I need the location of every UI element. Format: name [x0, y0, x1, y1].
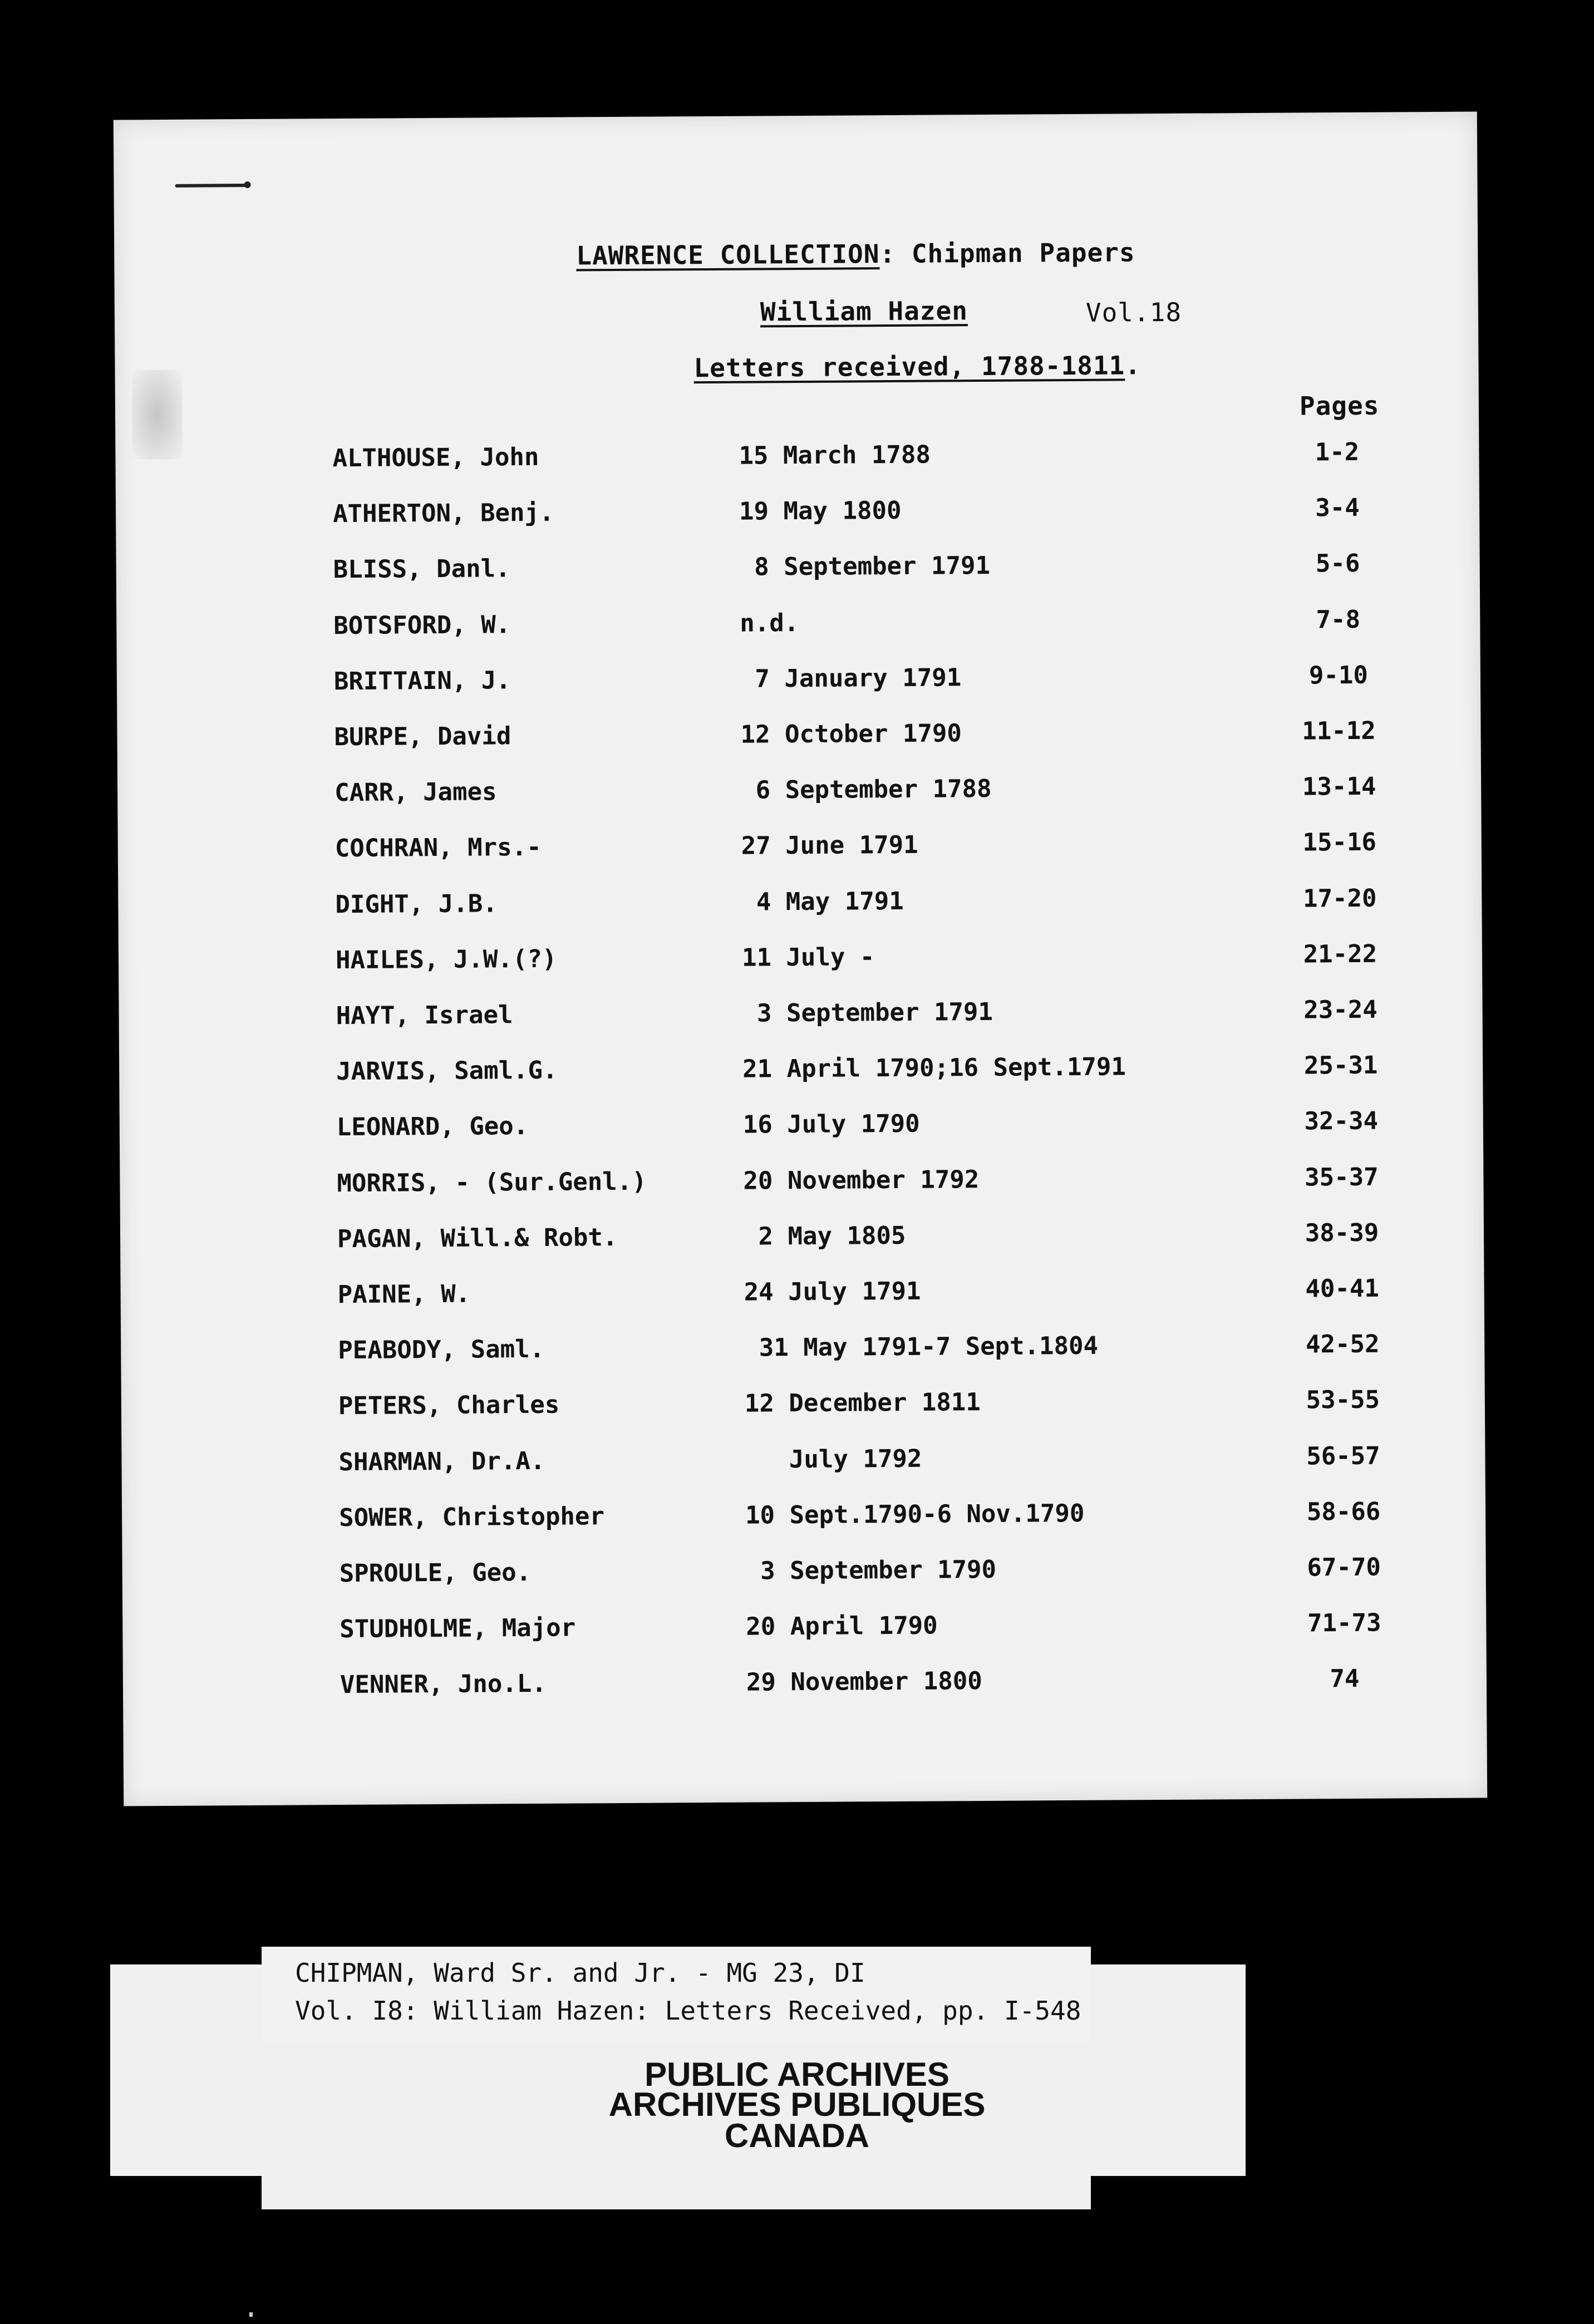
entry-pages: 25-31	[1303, 1051, 1378, 1080]
entry-row	[116, 493, 1479, 546]
entry-pages: 32-34	[1304, 1106, 1379, 1136]
entry-correspondent: BURPE, David	[334, 722, 511, 752]
entry-correspondent: SHARMAN, Dr.A.	[338, 1446, 545, 1477]
entry-pages: 21-22	[1303, 939, 1377, 969]
entry-correspondent: BOTSFORD, W.	[333, 610, 511, 641]
entry-date: 27 June 1791	[741, 830, 918, 860]
entry-row	[115, 437, 1479, 490]
entry-correspondent: SPROULE, Geo.	[339, 1558, 532, 1588]
entry-date: 20 November 1792	[743, 1165, 980, 1195]
entry-date: 20 April 1790	[746, 1611, 938, 1641]
entry-correspondent: PEABODY, Saml.	[338, 1335, 545, 1365]
collection-title-suffix: : Chipman Papers	[879, 237, 1135, 269]
entry-date: 31 May 1791-7 Sept.1804	[744, 1331, 1099, 1362]
entry-date: 3 September 1791	[742, 997, 993, 1028]
entry-correspondent: LEONARD, Geo.	[336, 1111, 529, 1142]
archive-stamp-card-bottom	[262, 2170, 1091, 2209]
entry-pages: 74	[1330, 1664, 1360, 1693]
entry-pages: 13-14	[1302, 772, 1376, 801]
entry-date: 11 July -	[741, 943, 875, 972]
entry-correspondent: ATHERTON, Benj.	[332, 498, 554, 529]
entry-date: July 1792	[745, 1444, 922, 1474]
entry-correspondent: PETERS, Charles	[338, 1390, 560, 1421]
entry-row	[117, 661, 1480, 713]
entry-row	[118, 828, 1482, 880]
entry-row	[118, 884, 1482, 937]
entry-date: 6 September 1788	[740, 774, 992, 805]
entry-correspondent: ALTHOUSE, John	[332, 442, 539, 473]
entry-pages: 53-55	[1306, 1385, 1380, 1415]
entry-pages: 5-6	[1315, 549, 1360, 578]
entry-correspondent: COCHRAN, Mrs.-	[334, 833, 542, 863]
entry-pages: 67-70	[1307, 1553, 1381, 1582]
entry-date: 12 October 1790	[740, 719, 962, 749]
entry-date: 8 September 1791	[739, 551, 991, 582]
archive-stamp-line-2: ARCHIVES PUBLIQUES	[608, 2086, 986, 2123]
entries-list	[114, 112, 1487, 1806]
entry-row	[119, 995, 1482, 1048]
entry-pages: 56-57	[1306, 1441, 1380, 1471]
pages-column-header: Pages	[1299, 390, 1380, 421]
entry-row	[120, 1218, 1484, 1271]
entry-row	[122, 1608, 1486, 1661]
entry-row	[121, 1385, 1485, 1438]
entry-row	[120, 1106, 1483, 1159]
entry-pages: 9-10	[1308, 661, 1369, 690]
entry-date: 16 July 1790	[742, 1109, 920, 1139]
archive-stamp-line-1: PUBLIC ARCHIVES	[645, 2056, 949, 2093]
entry-correspondent: CARR, James	[334, 777, 497, 808]
entry-pages: 3-4	[1315, 493, 1360, 523]
volume-number: Vol.18	[1085, 297, 1182, 328]
entry-correspondent: VENNER, Jno.L.	[340, 1669, 547, 1700]
entry-date: 3 September 1790	[745, 1555, 997, 1586]
entry-row	[121, 1441, 1485, 1494]
entry-row	[119, 939, 1482, 992]
entry-pages: 58-66	[1306, 1497, 1381, 1527]
entry-correspondent: PAGAN, Will.& Robt.	[337, 1223, 618, 1254]
entry-row	[120, 1163, 1483, 1215]
catalog-label-line-2: Vol. I8: William Hazen: Letters Received, pp. I-548	[295, 1996, 1081, 2026]
entry-pages: 15-16	[1302, 828, 1377, 857]
entry-row	[122, 1496, 1485, 1549]
entry-date: 19 May 1800	[739, 496, 902, 526]
entry-pages: 11-12	[1302, 716, 1376, 746]
catalog-label	[262, 1947, 1091, 2041]
entry-date: 12 December 1811	[744, 1388, 981, 1418]
entry-date: 7 January 1791	[740, 663, 962, 693]
entry-pages: 38-39	[1305, 1218, 1379, 1248]
entry-correspondent: PAINE, W.	[337, 1279, 471, 1309]
subject-name-text: William Hazen	[760, 296, 968, 327]
entry-row	[117, 716, 1480, 769]
entry-pages: 40-41	[1305, 1274, 1380, 1303]
entry-correspondent: HAYT, Israel	[336, 1001, 513, 1031]
entry-row	[123, 1663, 1487, 1716]
entry-correspondent: BLISS, Danl.	[333, 554, 510, 584]
entry-row	[116, 549, 1480, 602]
entry-correspondent: JARVIS, Saml.G.	[336, 1056, 558, 1086]
entry-pages: 1-2	[1315, 437, 1360, 467]
film-speck	[249, 2312, 253, 2317]
letters-heading-suffix: .	[1125, 350, 1142, 381]
entry-row	[117, 772, 1481, 825]
catalog-label-line-1: CHIPMAN, Ward Sr. and Jr. - MG 23, DI	[295, 1958, 865, 1988]
entry-correspondent: MORRIS, - (Sur.Genl.)	[337, 1167, 647, 1198]
entry-pages: 23-24	[1303, 995, 1377, 1025]
entry-row	[121, 1330, 1484, 1382]
entry-pages: 35-37	[1305, 1163, 1379, 1192]
entry-pages: 17-20	[1302, 884, 1377, 913]
entry-date: 10 Sept.1790-6 Nov.1790	[745, 1499, 1085, 1530]
entry-date: 2 May 1805	[743, 1221, 906, 1251]
entry-correspondent: HAILES, J.W.(?)	[335, 944, 557, 975]
entry-correspondent: STUDHOLME, Major	[340, 1613, 576, 1644]
entry-pages: 71-73	[1307, 1608, 1381, 1638]
entry-pages: 7-8	[1316, 605, 1361, 634]
typed-document-sheet	[114, 112, 1487, 1806]
entry-correspondent: SOWER, Christopher	[338, 1502, 605, 1533]
entry-date: 4 May 1791	[741, 887, 904, 917]
collection-title-text: LAWRENCE COLLECTION	[576, 239, 880, 271]
entry-pages: 42-52	[1305, 1330, 1380, 1359]
entry-correspondent: BRITTAIN, J.	[333, 666, 511, 696]
entry-row	[121, 1274, 1484, 1327]
entry-row	[119, 1051, 1483, 1104]
entry-date: 21 April 1790;16 Sept.1791	[742, 1052, 1126, 1084]
letters-heading-text: Letters received, 1788-1811	[693, 350, 1125, 383]
archive-stamp-line-3: CANADA	[725, 2117, 869, 2154]
entry-correspondent: DIGHT, J.B.	[335, 889, 498, 919]
entry-row	[116, 605, 1480, 658]
entry-date: n.d.	[740, 609, 799, 638]
entry-date: 15 March 1788	[739, 440, 931, 470]
entry-date: 24 July 1791	[744, 1277, 921, 1307]
entry-row	[122, 1552, 1486, 1605]
entry-date: 29 November 1800	[746, 1667, 982, 1697]
